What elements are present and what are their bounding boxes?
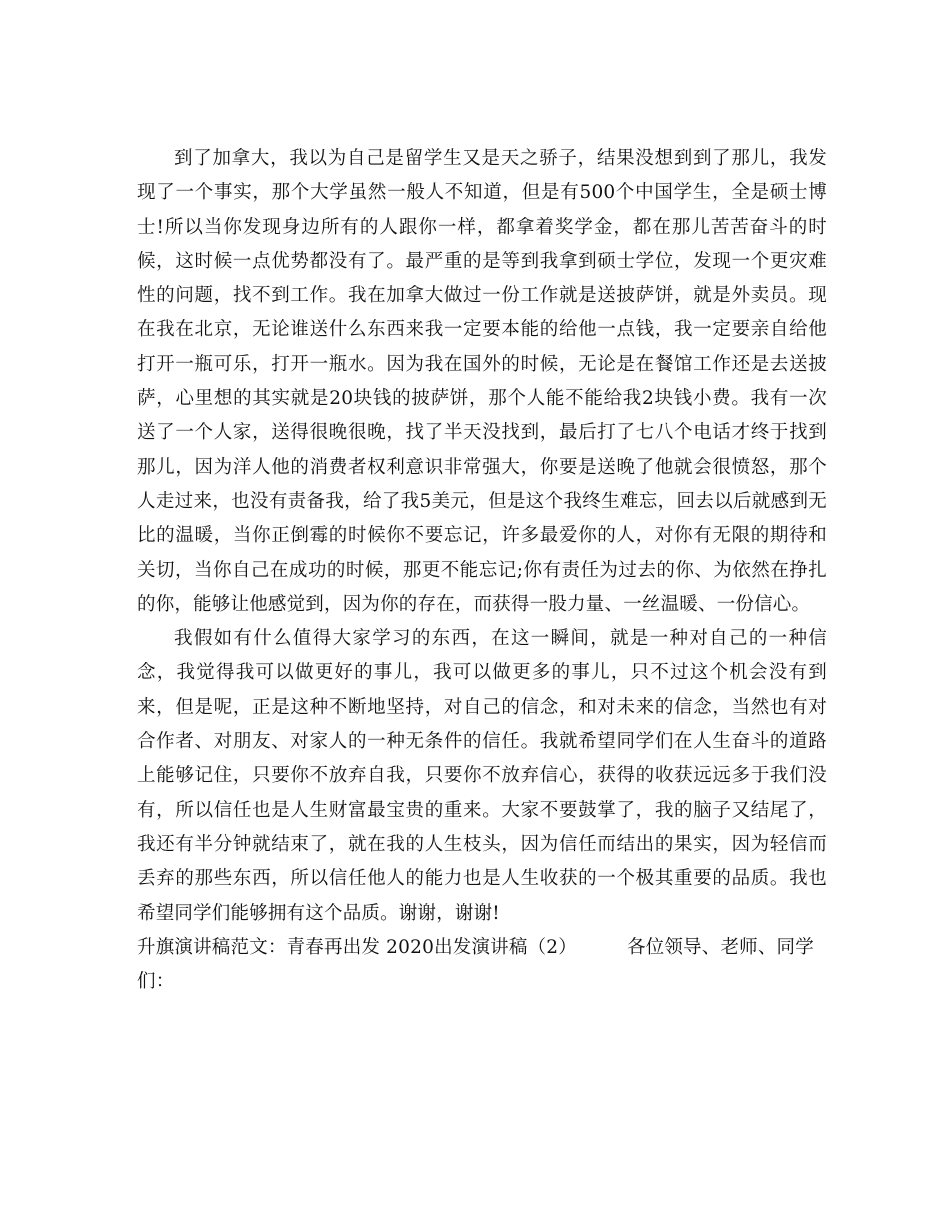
greeting-end: 们： <box>137 971 175 993</box>
speech-title: 升旗演讲稿范文：青春再出发 2020出发演讲稿（2） <box>137 936 577 958</box>
speech-title-line <box>137 931 827 965</box>
paragraph-belief-trust: 我假如有什么值得大家学习的东西，在这一瞬间，就是一种对自己的一种信念，我觉得我可以做更好的事儿，我可以做更多的事儿，只不过这个机会没有到来，但是呢，正是这种不断地坚持，对自己的信念，和对未来的信念，当然也有对合作者、对朋友、对家人的一种无条件的信任。我就希望同学们在人生奋斗的道路上能够记住，只要你不放弃自我，只要你不放弃信心，获得的收获远远多于我们没有，所以信任也是人生财富最宝贵的重来。大家不要鼓掌了，我的脑子又结尾了，我还有半分钟就结束了，就在我的人生枝头，因为信任而结出的果实，因为轻信而丢弃的那些东西，所以信任他人的能力也是人生收获的一个极其重要的品质。我也希望同学们能够拥有这个品质。谢谢，谢谢! <box>137 628 827 924</box>
document-body <box>137 142 827 999</box>
paragraph-canada-story: 到了加拿大，我以为自己是留学生又是天之骄子，结果没想到到了那儿，我发现了一个事实，那个大学虽然一般人不知道，但是有500个中国学生，全是硕士博士!所以当你发现身边所有的人跟你一样，都拿着奖学金，都在那儿苦苦奋斗的时候，这时候一点优势都没有了。最严重的是等到我拿到硕士学位，发现一个更灾难性的问题，找不到工作。我在加拿大做过一份工作就是送披萨饼，就是外卖员。现在我在北京，无论谁送什么东西来我一定要本能的给他一点钱，我一定要亲自给他打开一瓶可乐，打开一瓶水。因为我在国外的时候，无论是在餐馆工作还是去送披萨，心里想的其实就是20块钱的披萨饼，那个人能不能给我2块钱小费。我有一次送了一个人家，送得很晚很晚，找了半天没找到，最后打了七八个电话才终于找到那儿，因为洋人他的消费者权利意识非常强大，你要是送晚了他就会很愤怒，那个人走过来，也没有责备我，给了我5美元，但是这个我终生难忘，回去以后就感到无比的温暖，当你正倒霉的时候你不要忘记，许多最爱你的人，对你有无限的期待和关切，当你自己在成功的时候，那更不能忘记;你有责任为过去的你、为依然在挣扎的你，能够让他感觉到，因为你的存在，而获得一股力量、一丝温暖、一份信心。 <box>137 148 827 615</box>
greeting-start: 各位领导、老师、同学 <box>626 936 814 958</box>
